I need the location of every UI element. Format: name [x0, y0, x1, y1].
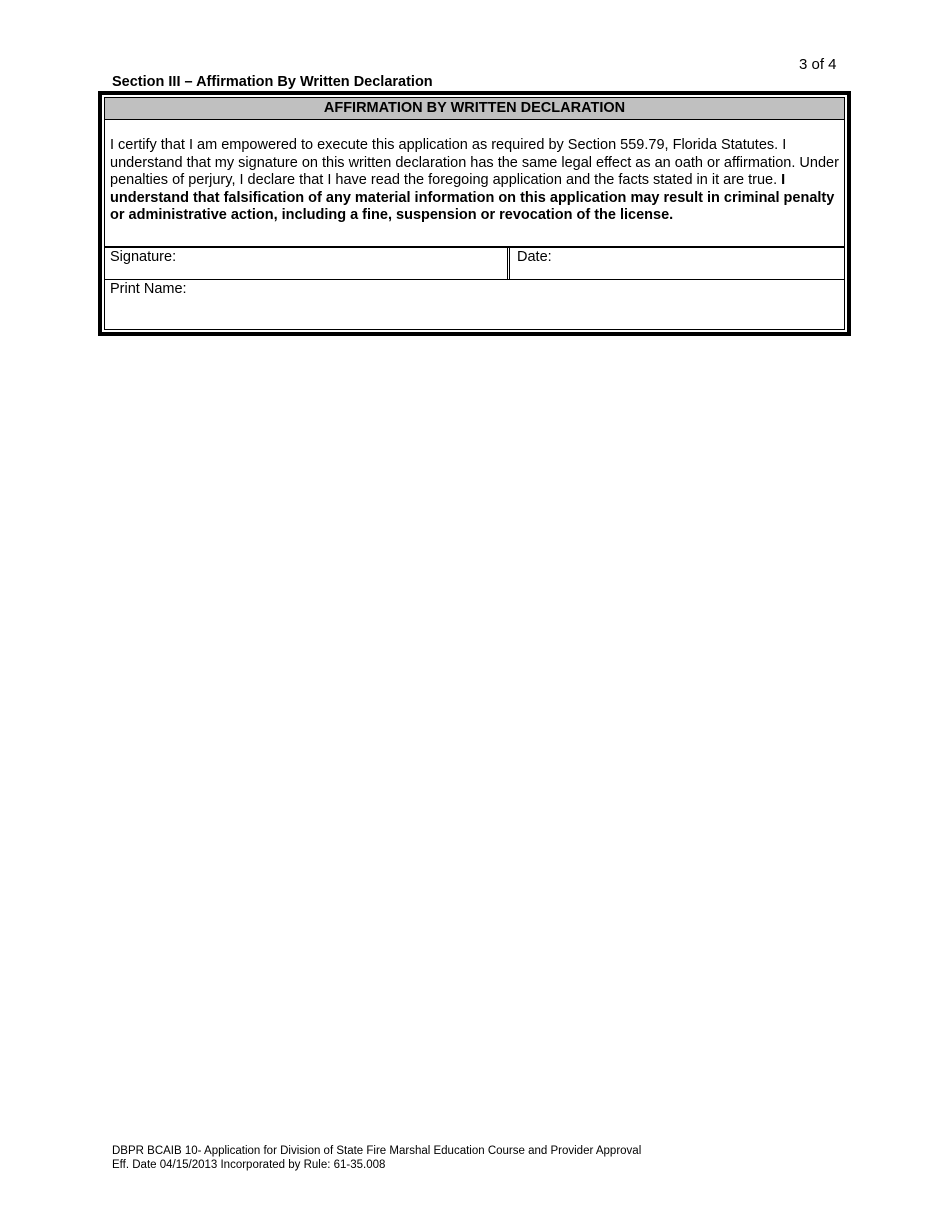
signature-row: [105, 246, 844, 279]
footer-effective-date: Eff. Date 04/15/2013 Incorporated by Rule: 61-35.008: [112, 1158, 386, 1171]
print-name-row: [105, 279, 844, 312]
date-label: Date:: [517, 249, 552, 265]
signature-field[interactable]: [105, 248, 508, 279]
affirmation-form-inner: [104, 97, 845, 330]
section-heading: Section III – Affirmation By Written Declaration: [112, 74, 433, 90]
affirmation-form: [98, 91, 851, 336]
signature-label: Signature:: [110, 249, 177, 265]
print-name-label: Print Name:: [110, 281, 187, 297]
declaration-regular: I certify that I am empowered to execute this application as required by Section 559.79, Florida Statutes. I understand that my signature on this written declaration has the same legal effect as an oath or affirmation. Under penalties of perjury, I declare that I have read the foregoing application and the facts stated in it are true.: [110, 137, 839, 189]
print-name-field[interactable]: [105, 280, 844, 312]
declaration-text: [105, 120, 844, 246]
date-field[interactable]: [509, 248, 844, 279]
form-header: AFFIRMATION BY WRITTEN DECLARATION: [105, 98, 844, 120]
footer: [112, 1145, 641, 1172]
page-number: 3 of 4: [799, 56, 837, 73]
footer-form-title: DBPR BCAIB 10- Application for Division of State Fire Marshal Education Course and Provider Approval: [112, 1145, 642, 1157]
declaration-bold: I understand that falsification of any material information on this application may result in criminal penalty or administrative action, including a fine, suspension or revocation of the license.: [110, 172, 835, 224]
